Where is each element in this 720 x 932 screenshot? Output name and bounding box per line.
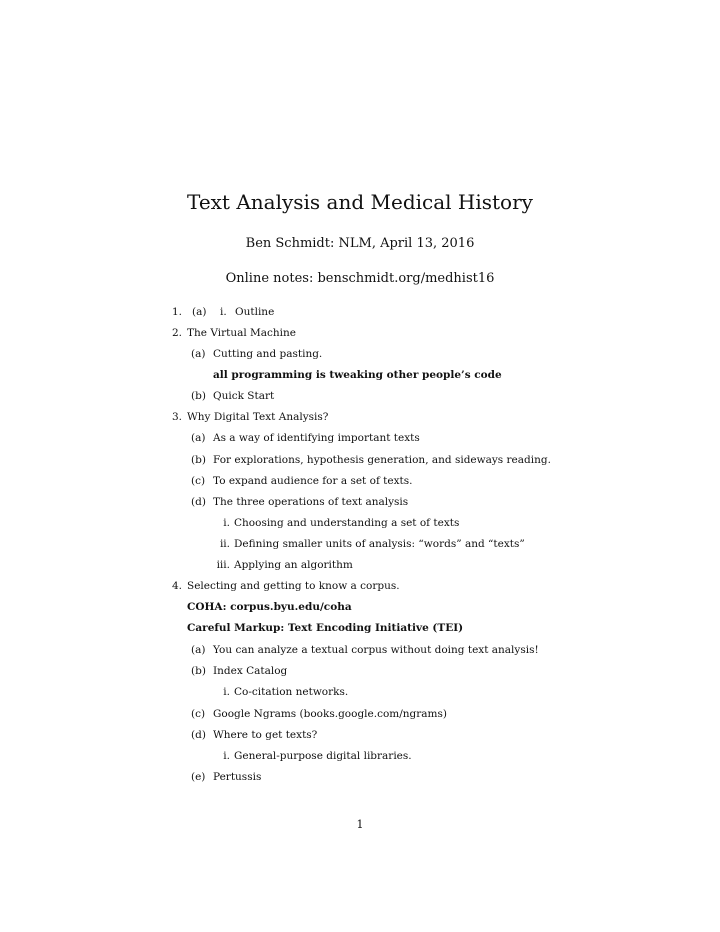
page-number: 1: [356, 818, 364, 831]
item-4-bold-coha: COHA: corpus.byu.edu/coha: [187, 601, 352, 613]
item-4bi-text: Co-citation networks.: [234, 686, 349, 698]
item-2-number: 2.: [172, 327, 183, 339]
item-3diii-text: Applying an algorithm: [234, 559, 353, 571]
item-4d-text: Where to get texts?: [213, 729, 318, 741]
item-4di-label: i.: [223, 750, 230, 762]
item-4b-text: Index Catalog: [213, 665, 288, 677]
item-3di-text: Choosing and understanding a set of texts: [234, 517, 460, 529]
item-4a-label: (a): [191, 644, 206, 656]
item-3c-text: To expand audience for a set of texts.: [213, 475, 413, 487]
item-4e-text: Pertussis: [213, 771, 262, 783]
item-3dii-label: ii.: [219, 538, 230, 550]
item-4bi-label: i.: [223, 686, 230, 698]
item-4b-label: (b): [191, 665, 206, 677]
item-3c-label: (c): [191, 475, 206, 487]
item-4a-text: You can analyze a textual corpus without doing text analysis!: [213, 644, 539, 656]
item-3dii-text: Defining smaller units of analysis: “words” and “texts”: [234, 538, 525, 550]
item-4d-label: (d): [191, 729, 206, 741]
item-2-note: all programming is tweaking other people’s code: [213, 369, 502, 381]
item-2a-text: Cutting and pasting.: [213, 348, 323, 360]
item-4c-label: (c): [191, 708, 206, 720]
item-3d-text: The three operations of text analysis: [213, 496, 409, 508]
item-3di-label: i.: [223, 517, 230, 529]
notes-line: Online notes: benschmidt.org/medhist16: [225, 271, 495, 286]
item-3-number: 3.: [172, 411, 183, 423]
item-3b-label: (b): [191, 454, 206, 466]
item-2-text: The Virtual Machine: [187, 327, 297, 339]
item-2b-text: Quick Start: [213, 390, 275, 402]
item-1-outline: Outline: [235, 306, 275, 318]
item-4c-text: Google Ngrams (books.google.com/ngrams): [213, 708, 447, 720]
item-1a-label: (a): [192, 306, 207, 318]
item-3diii-label: iii.: [216, 559, 230, 571]
item-2b-label: (b): [191, 390, 206, 402]
item-4-number: 4.: [172, 580, 183, 592]
item-1-number: 1.: [172, 306, 183, 318]
item-3a-text: As a way of identifying important texts: [213, 432, 420, 444]
item-3a-label: (a): [191, 432, 206, 444]
item-4e-label: (e): [191, 771, 206, 783]
item-3-text: Why Digital Text Analysis?: [187, 411, 329, 423]
author-line: Ben Schmidt: NLM, April 13, 2016: [245, 236, 475, 251]
item-3d-label: (d): [191, 496, 206, 508]
item-2a-label: (a): [191, 348, 206, 360]
item-4-bold-tei: Careful Markup: Text Encoding Initiative (TEI): [187, 622, 464, 634]
item-4di-text: General-purpose digital libraries.: [234, 750, 412, 762]
item-4-text: Selecting and getting to know a corpus.: [187, 580, 400, 592]
page-title: Text Analysis and Medical History: [187, 190, 533, 214]
item-3b-text: For explorations, hypothesis generation, and sideways reading.: [213, 454, 551, 466]
item-1ai-label: i.: [220, 306, 227, 318]
